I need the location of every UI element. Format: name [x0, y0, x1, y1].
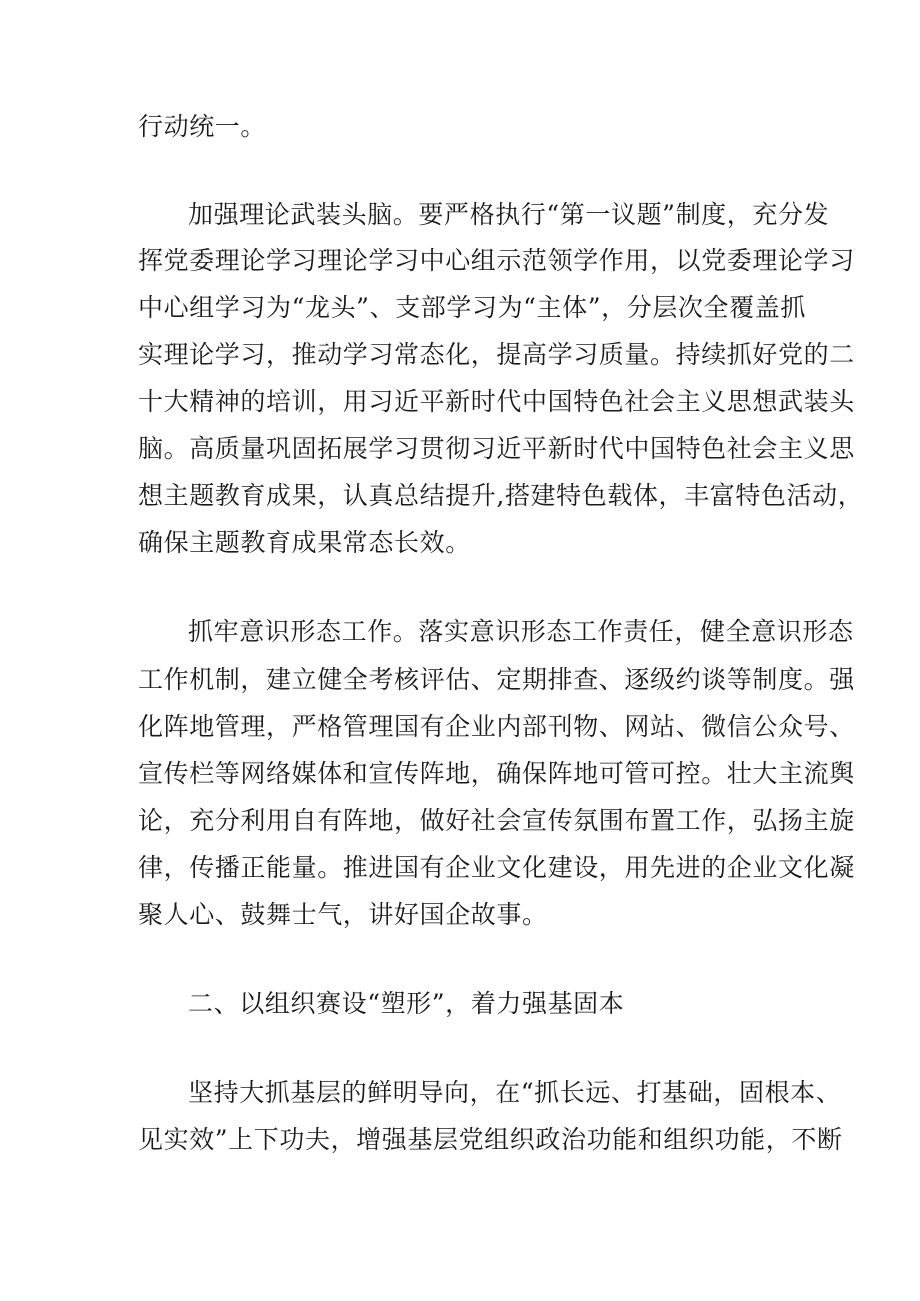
paragraph-line: 加强理论武装头脑。要严格执行“第一议题”制度，充分发 — [188, 200, 830, 229]
paragraph-line: 确保主题教育成果常态长效。 — [138, 528, 471, 557]
paragraph-line: 论，充分利用自有阵地，做好社会宣传氛围布置工作，弘扬主旋 — [138, 806, 855, 835]
paragraph-line: 挥党委理论学习理论学习中心组示范领学作用，以党委理论学习 — [138, 246, 855, 275]
paragraph-line: 脑。高质量巩固拓展学习贯彻习近平新时代中国特色社会主义思 — [138, 434, 855, 463]
paragraph-line: 化阵地管理，严格管理国有企业内部刊物、网站、微信公众号、 — [138, 712, 855, 741]
paragraph-line: 聚人心、鼓舞士气，讲好国企故事。 — [138, 900, 548, 929]
paragraph-line: 工作机制，建立健全考核评估、定期排查、逐级约谈等制度。强 — [138, 665, 855, 694]
paragraph-line: 实理论学习，推动学习常态化，提高学习质量。持续抓好党的二 — [138, 340, 855, 369]
paragraph-line: 坚持大抓基层的鲜明导向，在“抓长远、打基础，固根本、 — [188, 1078, 842, 1107]
paragraph-line: 想主题教育成果，认真总结提升,搭建特色载体，丰富特色活动， — [138, 481, 864, 510]
paragraph-line: 行动统一。 — [138, 112, 267, 141]
section-heading: 二、以组织赛设“塑形”，着力强基固本 — [188, 989, 625, 1018]
paragraph-line: 见实效”上下功夫，增强基层党组织政治功能和组织功能，不断 — [138, 1125, 843, 1154]
paragraph-line: 十大精神的培训，用习近平新时代中国特色社会主义思想武装头 — [138, 387, 855, 416]
paragraph-line: 抓牢意识形态工作。落实意识形态工作责任，健全意识形态 — [188, 617, 854, 646]
paragraph-line: 律，传播正能量。推进国有企业文化建设，用先进的企业文化凝 — [138, 853, 855, 882]
paragraph-line: 中心组学习为“龙头”、支部学习为“主体”，分层次全覆盖抓 — [138, 293, 806, 322]
paragraph-line: 宣传栏等网络媒体和宣传阵地，确保阵地可管可控。壮大主流舆 — [138, 759, 855, 788]
